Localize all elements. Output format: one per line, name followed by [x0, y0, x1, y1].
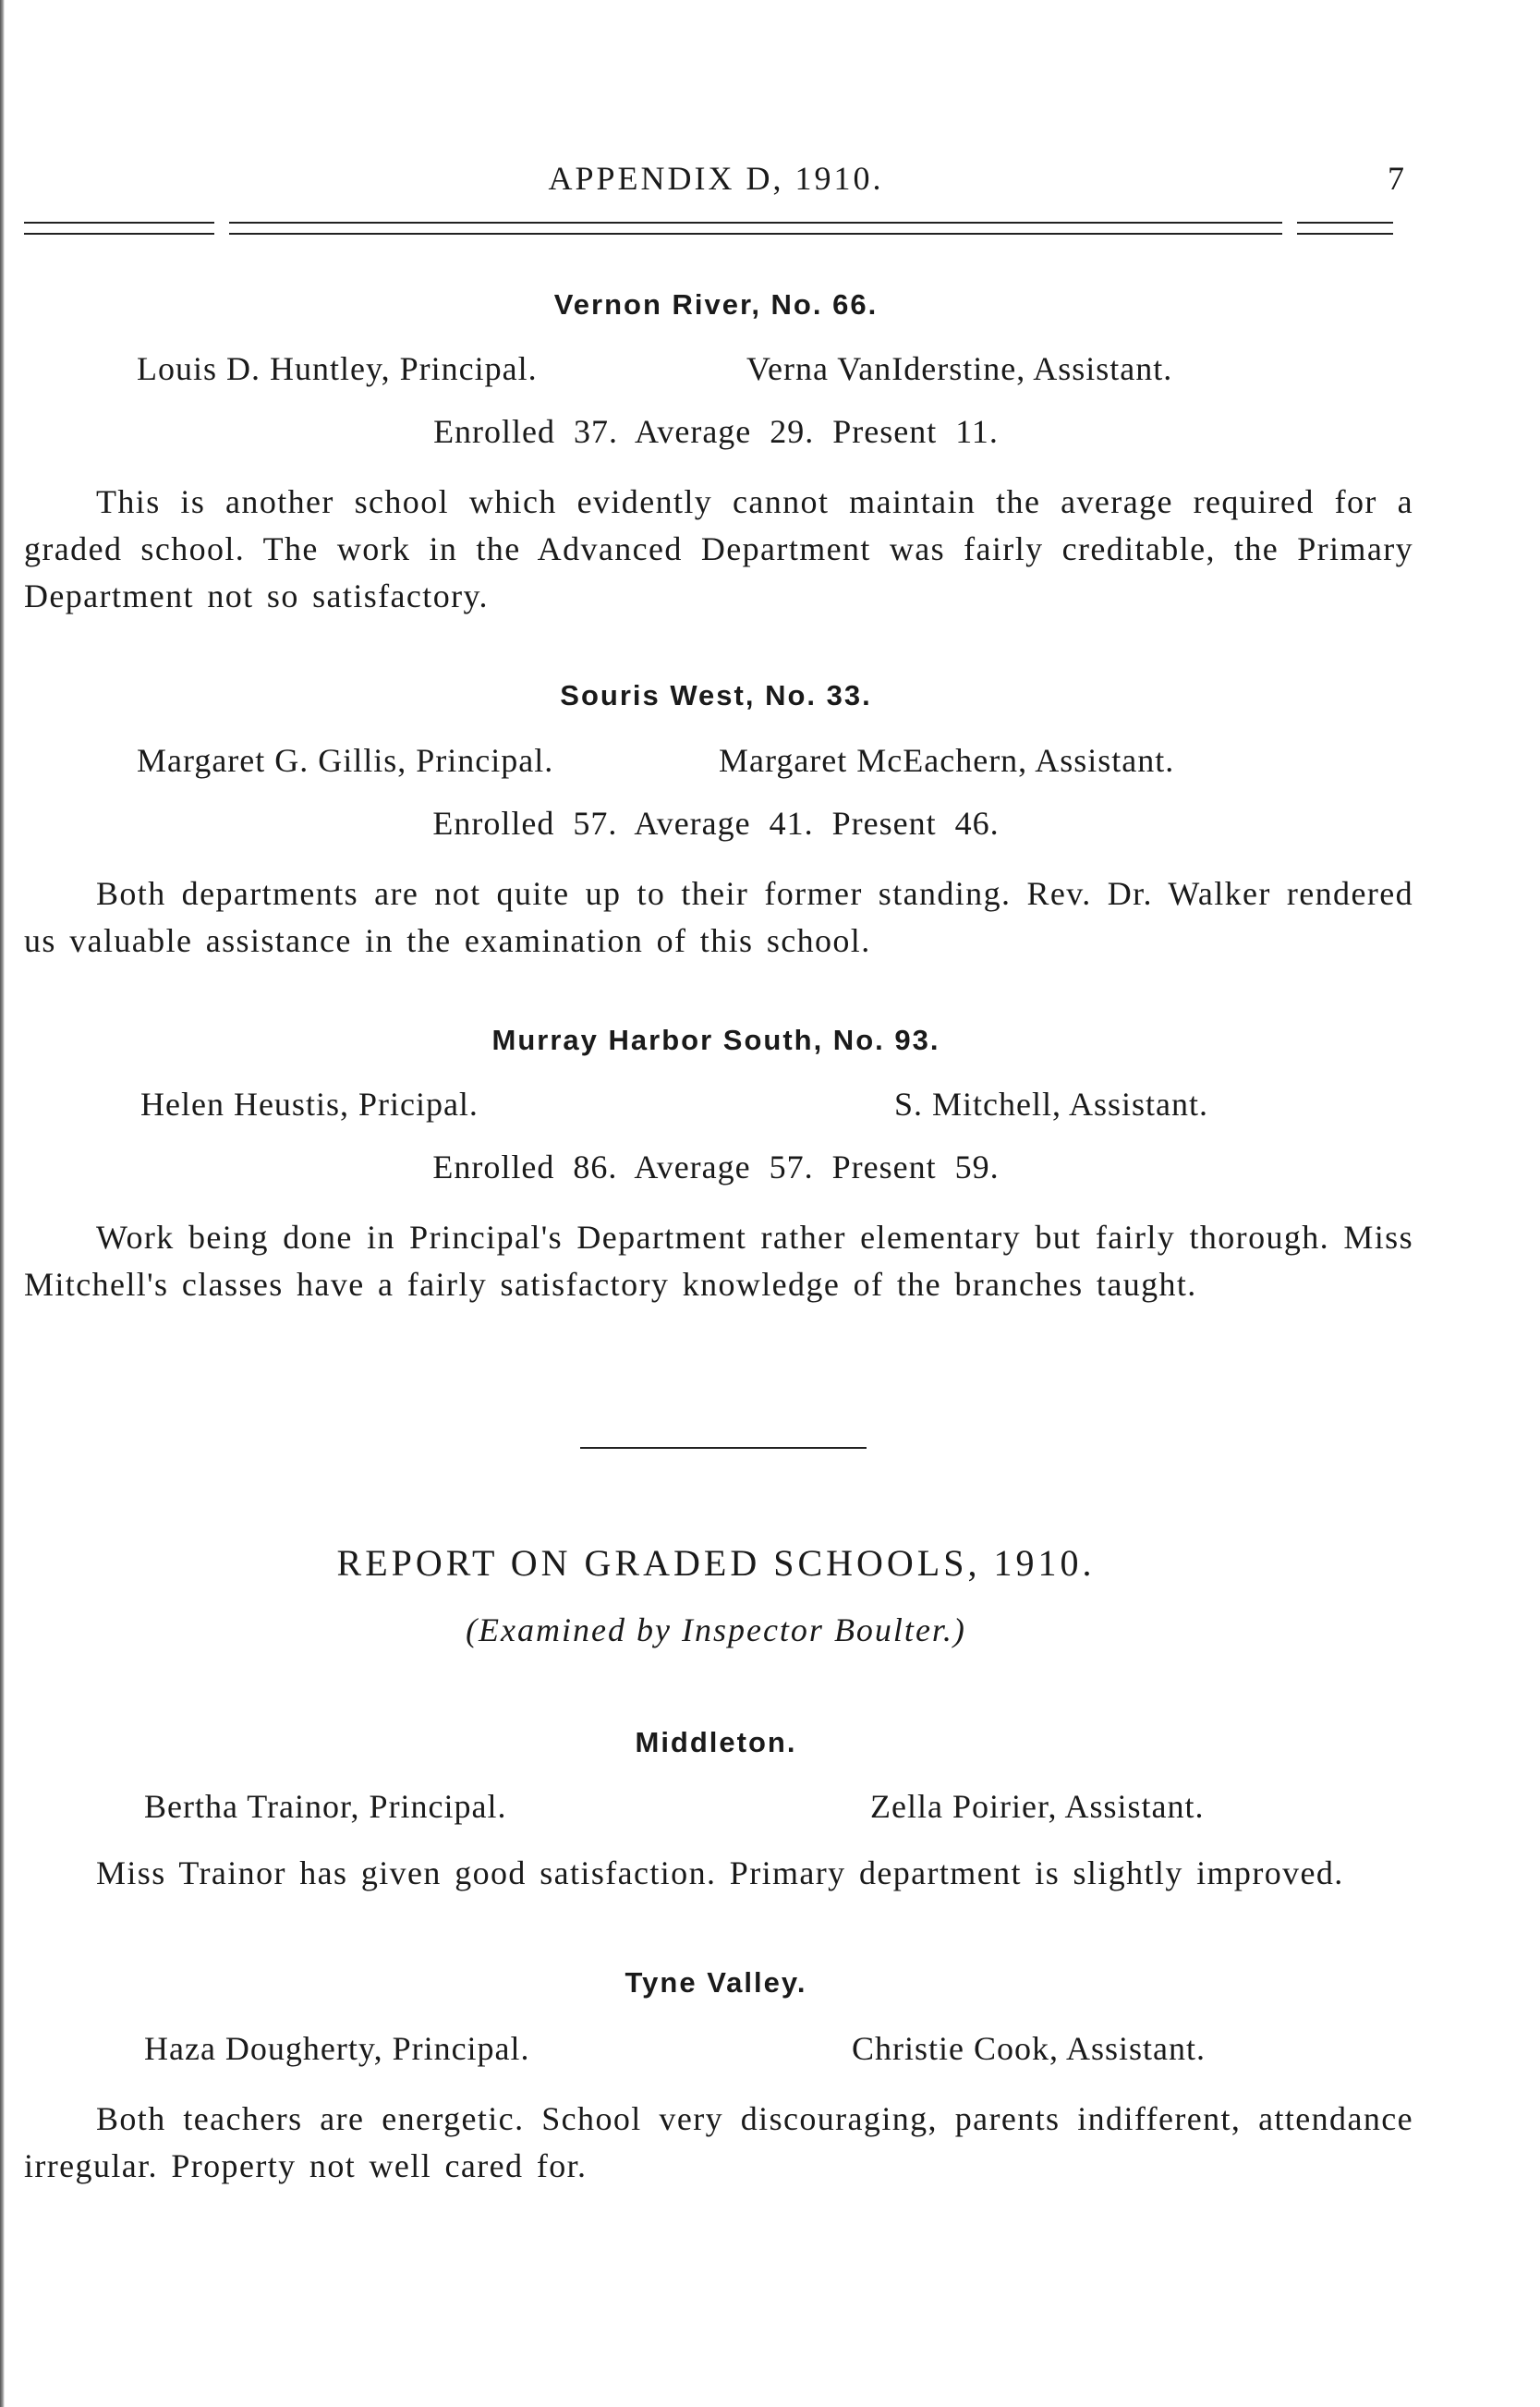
report-title: REPORT ON GRADED SCHOOLS, 1910.	[336, 1542, 1096, 1584]
page-number: 7	[1388, 160, 1404, 197]
rule-gap	[214, 220, 229, 235]
principal-name: Margaret G. Gillis, Principal.	[137, 742, 554, 779]
assistant-name: Margaret McEachern, Assistant.	[719, 742, 1175, 779]
principal-name: Louis D. Huntley, Principal.	[137, 350, 538, 387]
attendance-stats: Enrolled 86. Average 57. Present 59.	[432, 1149, 1000, 1185]
school-heading: Tyne Valley.	[624, 1966, 807, 1999]
page-binding-edge	[0, 0, 5, 2407]
assistant-name: Zella Poirier, Assistant.	[870, 1788, 1205, 1825]
school-heading: Middleton.	[635, 1726, 797, 1758]
assistant-name: Christie Cook, Assistant.	[852, 2030, 1207, 2067]
school-remarks: Miss Trainor has given good satisfaction. Primary department is slightly improved.	[96, 1854, 1344, 1891]
school-remarks: This is another school which evidently cannot maintain the average required for a graded school. The work in the Advanced Department was fairly creditable, the Primary Department not so satisfactory.	[24, 483, 1413, 614]
school-heading: Souris West, No. 33.	[560, 679, 872, 711]
school-heading: Murray Harbor South, No. 93.	[491, 1024, 940, 1056]
report-subtitle: (Examined by Inspector Boulter.)	[466, 1611, 966, 1648]
attendance-stats: Enrolled 57. Average 41. Present 46.	[432, 805, 1000, 842]
assistant-name: Verna VanIderstine, Assistant.	[746, 350, 1173, 387]
school-remarks: Work being done in Principal's Department rather elementary but fairly thorough. Miss Mitchell's classes have a fairly satisfactory knowledge of the branches taught.	[24, 1219, 1413, 1303]
school-heading: Vernon River, No. 66.	[553, 288, 879, 321]
assistant-name: S. Mitchell, Assistant.	[894, 1086, 1209, 1123]
principal-name: Helen Heustis, Pricipal.	[140, 1086, 479, 1123]
school-remarks: Both teachers are energetic. School very discouraging, parents indifferent, attendance irregular. Property not well cared for.	[24, 2100, 1413, 2184]
principal-name: Bertha Trainor, Principal.	[144, 1788, 507, 1825]
header-double-rule	[24, 222, 1393, 235]
attendance-stats: Enrolled 37. Average 29. Present 11.	[433, 413, 999, 450]
principal-name: Haza Dougherty, Principal.	[144, 2030, 530, 2067]
school-remarks: Both departments are not quite up to their former standing. Rev. Dr. Walker rendered us valuable assistance in the examination of this school.	[24, 875, 1413, 959]
running-head: APPENDIX D, 1910.	[548, 160, 884, 197]
rule-gap	[1282, 220, 1297, 235]
section-divider	[580, 1447, 867, 1449]
